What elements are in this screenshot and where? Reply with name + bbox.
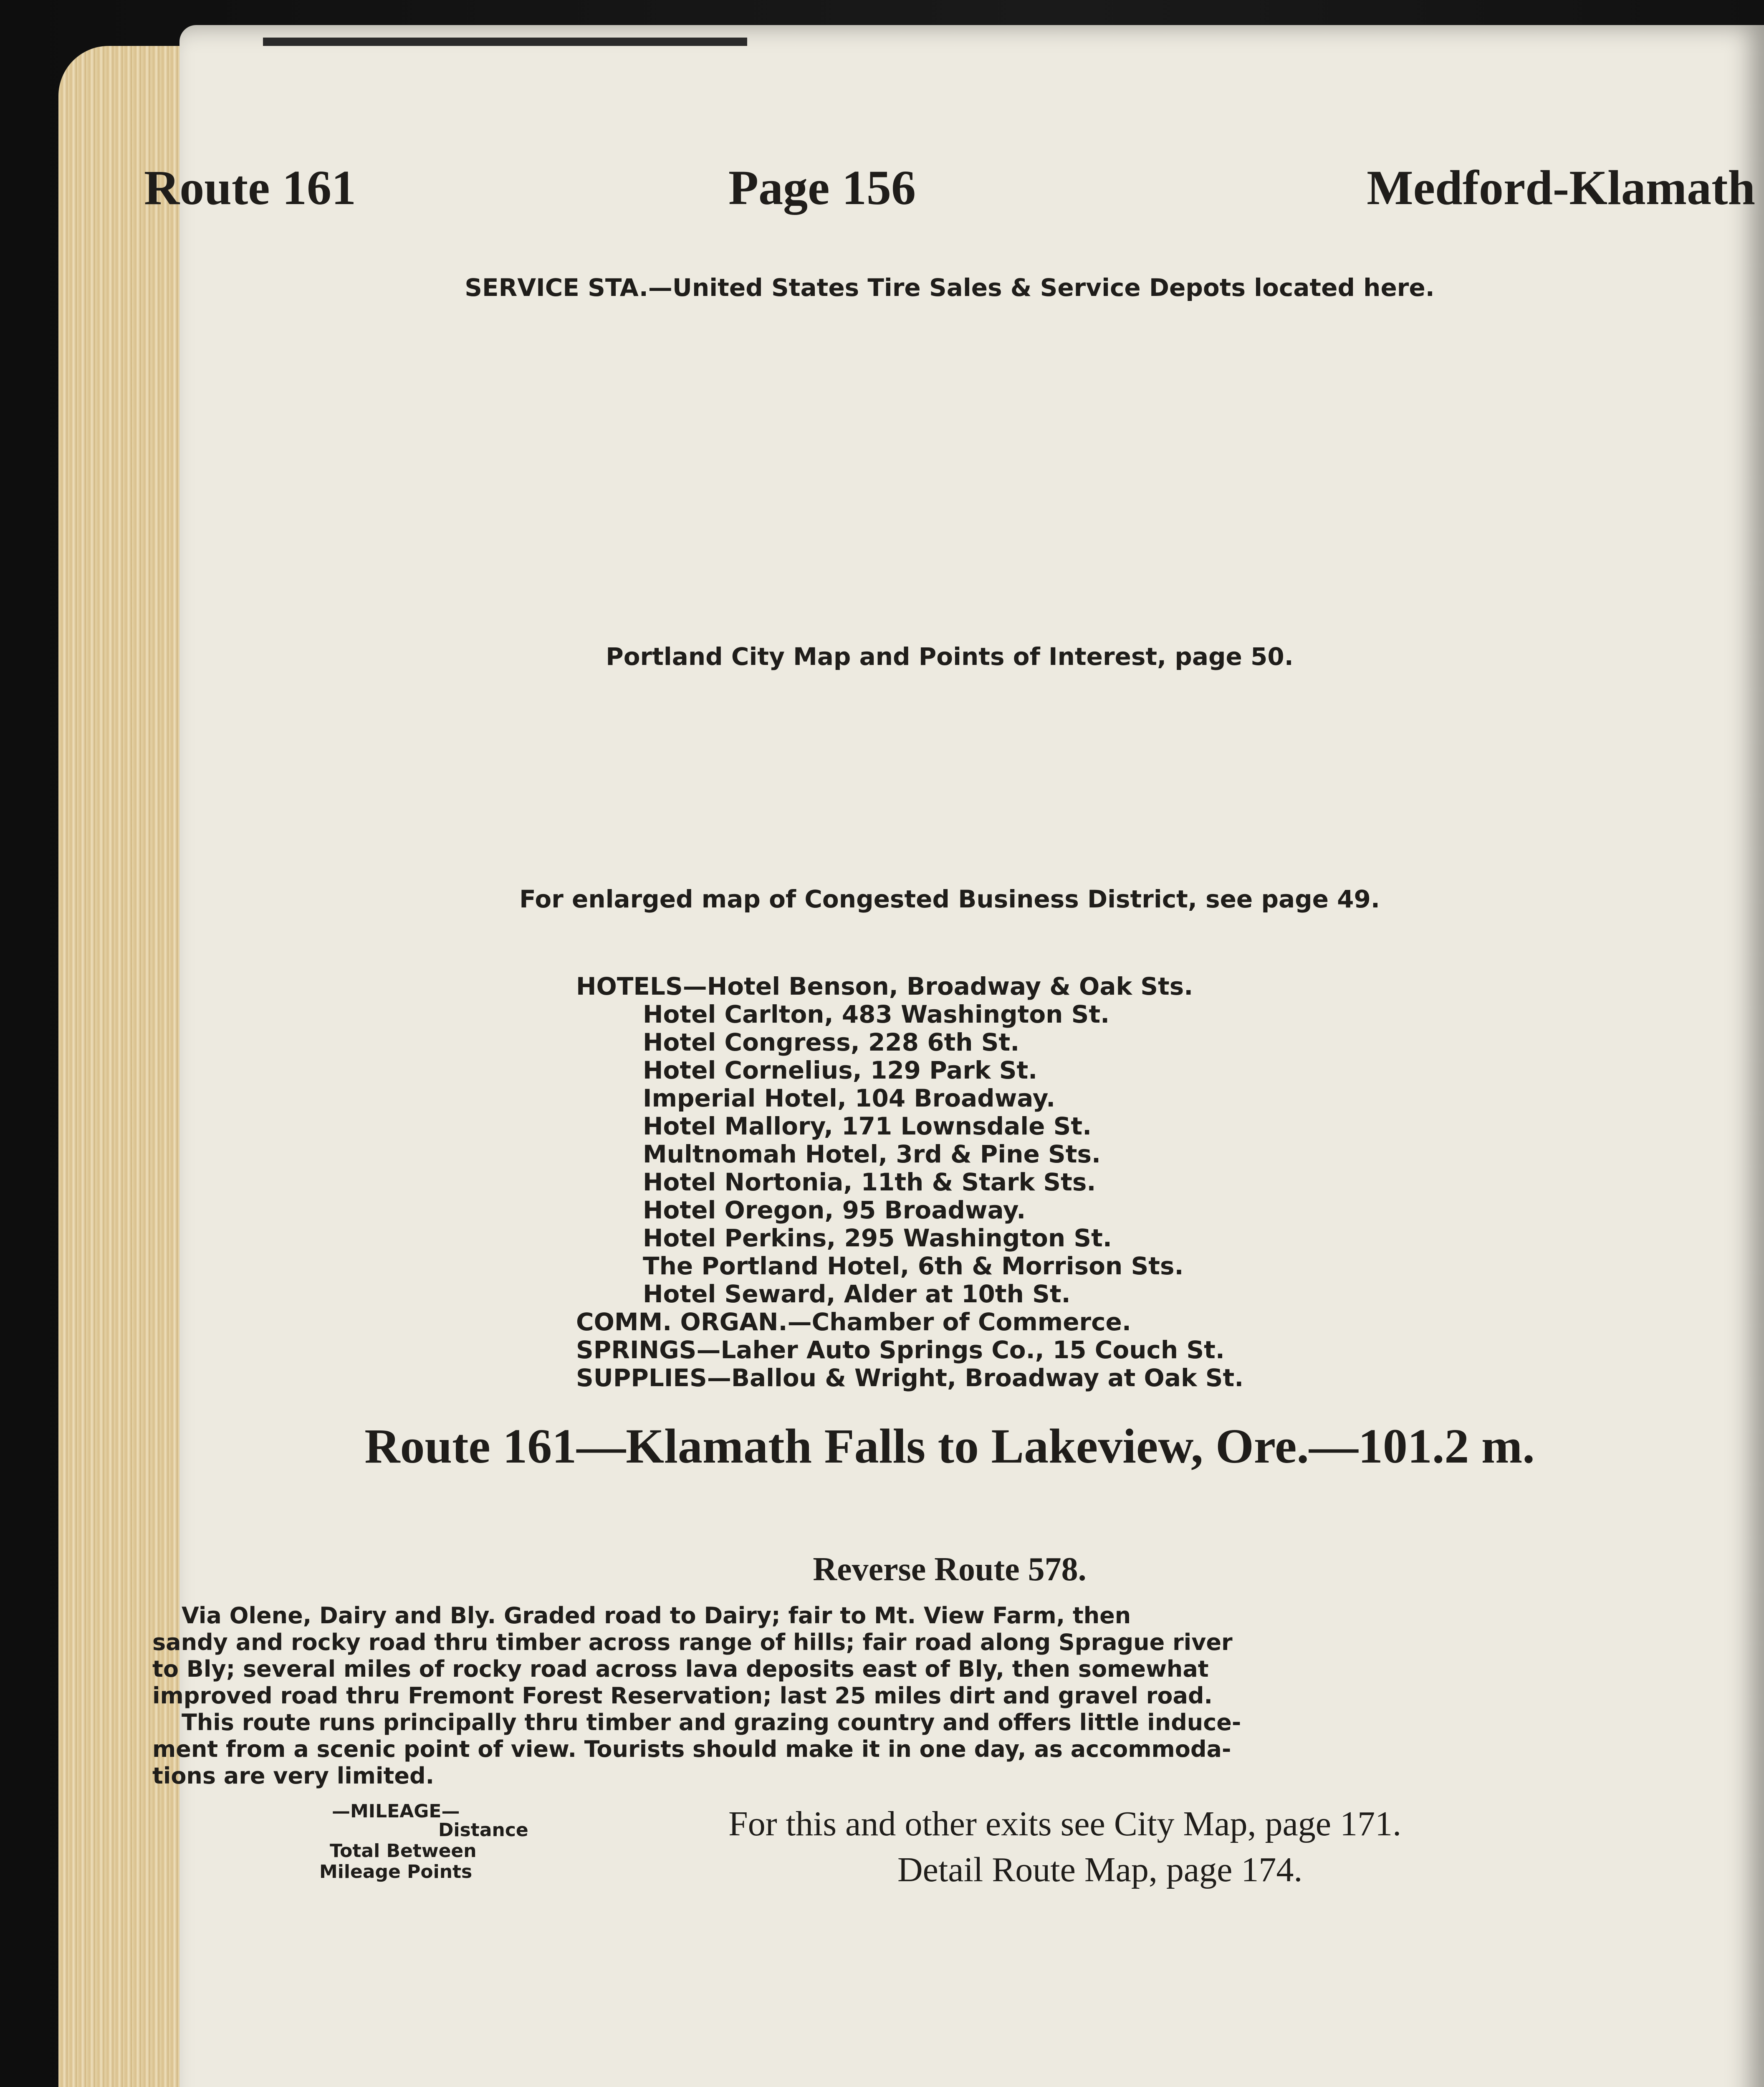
hotel-line: Hotel Mallory, 171 Lownsdale St. — [643, 1112, 1092, 1140]
description-line: Via Olene, Dairy and Bly. Graded road to Dairy; fair to Mt. View Farm, then — [182, 1602, 1131, 1629]
header-route: Route 161 — [144, 160, 356, 215]
mileage-header-line2: Distance — [438, 1819, 528, 1841]
description-line: tions are very limited. — [152, 1763, 435, 1789]
description-line: ment from a scenic point of view. Tourists should make it in one day, as accommoda- — [152, 1736, 1231, 1762]
description-line: improved road thru Fremont Forest Reservation; last 25 miles dirt and gravel road. — [152, 1683, 1213, 1709]
route-title: Route 161—Klamath Falls to Lakeview, Ore.—101.2 m. — [364, 1419, 1535, 1473]
header-page-number: Page 156 — [728, 160, 916, 215]
hotel-line: Hotel Perkins, 295 Washington St. — [643, 1224, 1112, 1252]
city-map-reference: For this and other exits see City Map, page 171. — [728, 1804, 1402, 1843]
hotel-line: COMM. ORGAN.—Chamber of Commerce. — [576, 1308, 1131, 1336]
top-rule — [263, 38, 747, 46]
mileage-header-line1: —MILEAGE— — [332, 1801, 460, 1822]
description-line: sandy and rocky road thru timber across range of hills; fair road along Sprague river — [152, 1629, 1233, 1655]
route-map-reference: Detail Route Map, page 174. — [897, 1850, 1303, 1889]
hotel-line: SPRINGS—Laher Auto Springs Co., 15 Couch St. — [576, 1336, 1225, 1364]
note-line: For enlarged map of Congested Business District, see page 49. — [519, 885, 1380, 913]
header-section: Medford-Klamath — [1367, 160, 1755, 215]
hotel-line: Hotel Carlton, 483 Washington St. — [643, 1000, 1110, 1028]
note-line: SERVICE STA.—United States Tire Sales & Service Depots located here. — [465, 273, 1435, 302]
hotel-line: Imperial Hotel, 104 Broadway. — [643, 1084, 1056, 1112]
hotel-line: SUPPLIES—Ballou & Wright, Broadway at Oak St. — [576, 1364, 1244, 1392]
route-subtitle: Reverse Route 578. — [813, 1551, 1087, 1588]
description-line: This route runs principally thru timber and grazing country and offers little induce- — [182, 1709, 1241, 1736]
hotel-line: HOTELS—Hotel Benson, Broadway & Oak Sts. — [576, 972, 1193, 1001]
hotel-line: Hotel Congress, 228 6th St. — [643, 1028, 1020, 1056]
hotel-line: Multnomah Hotel, 3rd & Pine Sts. — [643, 1140, 1101, 1168]
hotel-line: Hotel Nortonia, 11th & Stark Sts. — [643, 1168, 1096, 1196]
page-header — [144, 154, 1755, 221]
hotel-line: Hotel Cornelius, 129 Park St. — [643, 1056, 1038, 1084]
description-line: to Bly; several miles of rocky road across lava deposits east of Bly, then somewhat — [152, 1656, 1209, 1682]
hotel-line: Hotel Oregon, 95 Broadway. — [643, 1196, 1026, 1224]
mileage-header-line3: Total Between — [330, 1840, 477, 1862]
mileage-header-line4: Mileage Points — [319, 1861, 473, 1882]
hotel-line: Hotel Seward, Alder at 10th St. — [643, 1280, 1071, 1308]
hotel-line: The Portland Hotel, 6th & Morrison Sts. — [643, 1252, 1184, 1280]
note-line: Portland City Map and Points of Interest, page 50. — [606, 642, 1294, 671]
